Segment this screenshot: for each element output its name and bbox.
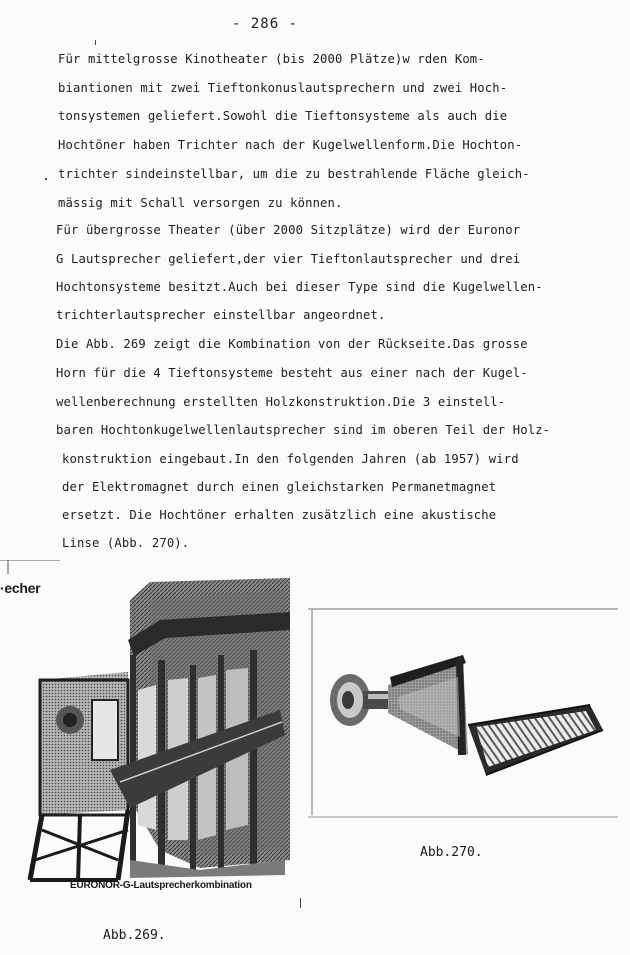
text-line: Die Abb. 269 zeigt die Kombination von der Rückseite.Das grosse [56,337,528,351]
figure-270-horn-and-lens [308,605,618,820]
figure-270-label: Abb.270. [420,845,483,860]
text-line: der Elektromagnet durch einen gleichstarken Permanetmagnet [62,480,497,494]
text-line: G Lautsprecher geliefert,der vier Tieftonlautsprecher und drei [56,252,521,266]
page-number: - 286 - [231,16,298,32]
text-line: tonsystemen geliefert.Sowohl die Tieftonsysteme als auch die [58,109,508,123]
scan-speck [300,898,301,908]
text-line: Hochtonsysteme besitzt.Auch bei dieser Type sind die Kugelwellen- [56,280,543,294]
text-line: trichter sindeinstellbar, um die zu bestrahlende Fläche gleich- [58,167,530,181]
figure-269-label: Abb.269. [103,928,166,943]
text-line: Horn für die 4 Tieftonsysteme besteht aus einer nach der Kugel- [56,366,528,380]
text-line: Hochtöner haben Trichter nach der Kugelwellenform.Die Hochton- [58,138,523,152]
text-line: Linse (Abb. 270). [62,536,190,550]
text-line: biantionen mit zwei Tieftonkonuslautsprechern und zwei Hoch- [58,81,508,95]
figure-269-inner-caption: EURONOR-G-Lautsprecherkombination [70,880,252,891]
text-line: Für übergrosse Theater (über 2000 Sitzplätze) wird der Euronor [56,223,521,237]
text-line: wellenberechnung erstellten Holzkonstruktion.Die 3 einstell- [56,395,506,409]
text-line: ersetzt. Die Hochtöner erhalten zusätzlich eine akustische [62,508,497,522]
figure-269-header-fragment: ·echer [0,580,41,596]
figure-269-illustration [0,560,300,900]
text-line: konstruktion eingebaut.In den folgenden Jahren (ab 1957) wird [62,452,519,466]
scan-speck [45,178,47,180]
text-line: mässig mit Schall versorgen zu können. [58,196,343,210]
figure-270-illustration [308,605,618,820]
text-line: Für mittelgrosse Kinotheater (bis 2000 Plätze)w rden Kom- [58,52,485,66]
text-line: trichterlautsprecher einstellbar angeordnet. [56,308,386,322]
figure-269-speaker-combination [0,560,300,900]
scan-speck [95,40,96,45]
text-line: baren Hochtonkugelwellenlautsprecher sind im oberen Teil der Holz- [56,423,551,437]
